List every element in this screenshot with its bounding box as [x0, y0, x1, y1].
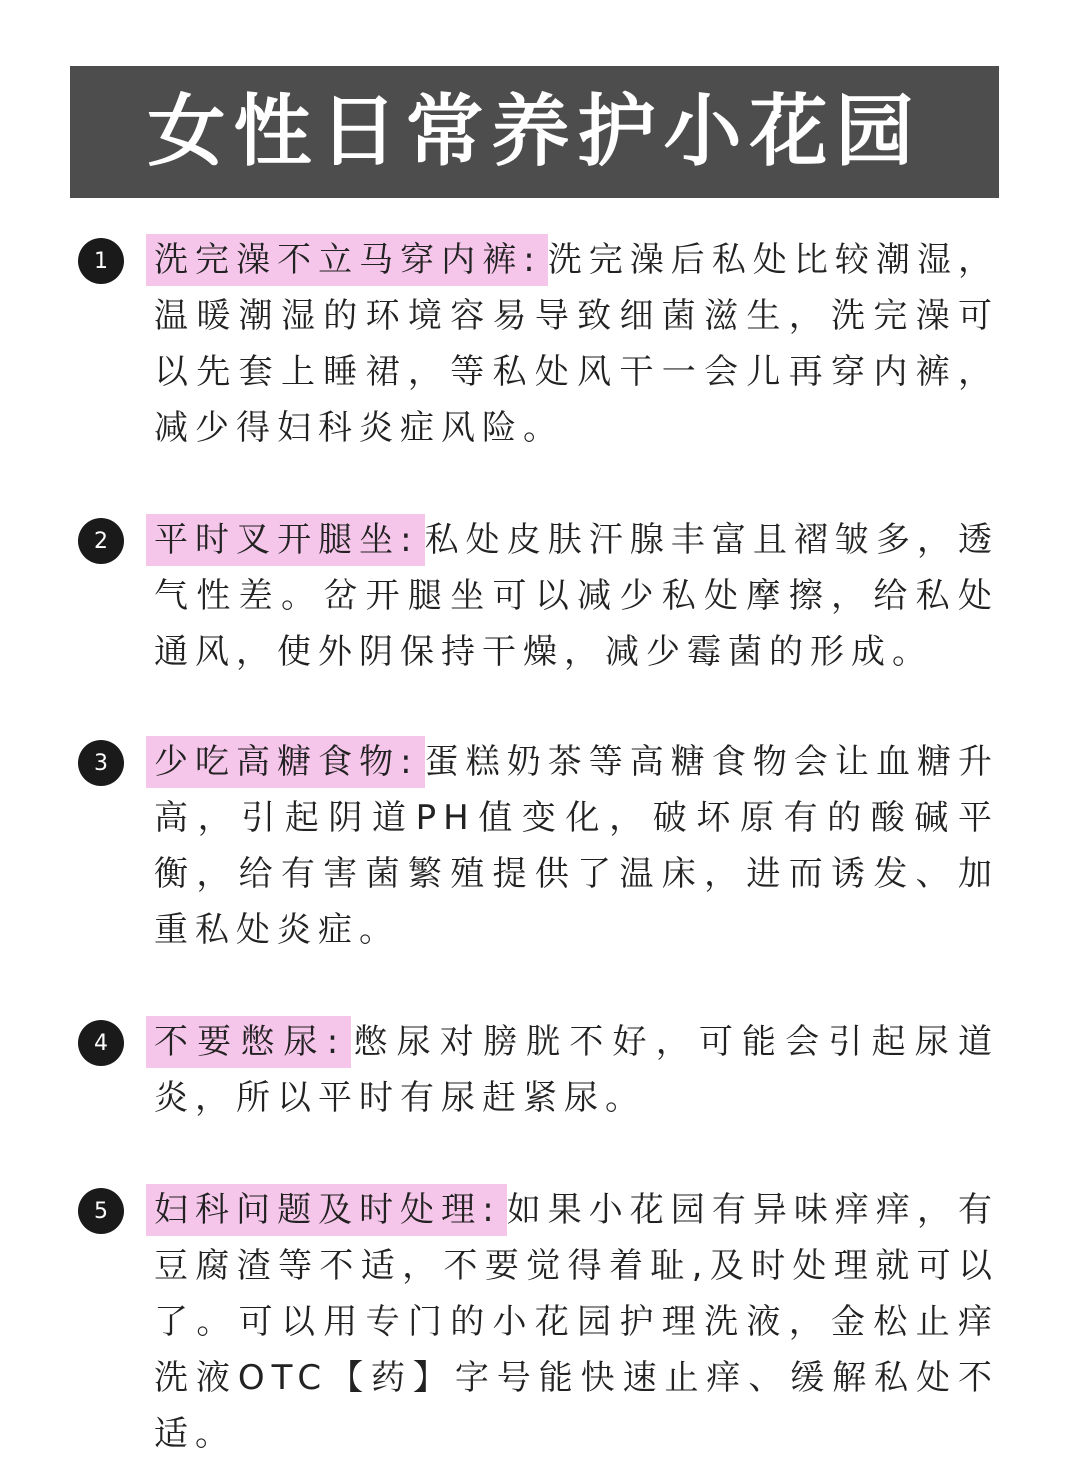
number-badge: 4	[78, 1020, 124, 1066]
item-text	[154, 232, 999, 456]
number-badge: 3	[78, 740, 124, 786]
item-body: 私处皮肤汗腺丰富且褶皱多，透气性差。岔开腿坐可以减少私处摩擦，给私处通风，使外阴保持干燥，减少霉菌的形成。	[154, 520, 999, 672]
item-body: 憋尿对膀胱不好，可能会引起尿道炎，所以平时有尿赶紧尿。	[154, 1022, 999, 1118]
item-heading: 妇科问题及时处理:	[146, 1184, 507, 1236]
item-body: 蛋糕奶茶等高糖食物会让血糖升高，引起阴道PH值变化，破坏原有的酸碱平衡，给有害菌繁殖提供了温床，进而诱发、加重私处炎症。	[154, 742, 999, 950]
item-text	[154, 1182, 999, 1462]
number-badge: 1	[78, 238, 124, 284]
item-heading: 洗完澡不立马穿内裤:	[146, 234, 548, 286]
item-heading: 少吃高糖食物:	[146, 736, 425, 788]
item-text	[154, 512, 999, 680]
item-body: 如果小花园有异味痒痒，有豆腐渣等不适，不要觉得着耻,及时处理就可以了。可以用专门的小花园护理洗液，金松止痒洗液OTC【药】字号能快速止痒、缓解私处不适。	[154, 1190, 999, 1454]
number-badge: 5	[78, 1188, 124, 1234]
item-text	[154, 734, 999, 958]
item-text	[154, 1014, 999, 1126]
title-banner	[70, 66, 999, 198]
item-heading: 不要憋尿:	[146, 1016, 351, 1068]
item-body: 洗完澡后私处比较潮湿，温暖潮湿的环境容易导致细菌滋生，洗完澡可以先套上睡裙，等私处风干一会儿再穿内裤，减少得妇科炎症风险。	[154, 240, 999, 448]
number-badge: 2	[78, 518, 124, 564]
item-heading: 平时叉开腿坐:	[146, 514, 425, 566]
page-title: 女性日常养护小花园	[147, 87, 922, 177]
